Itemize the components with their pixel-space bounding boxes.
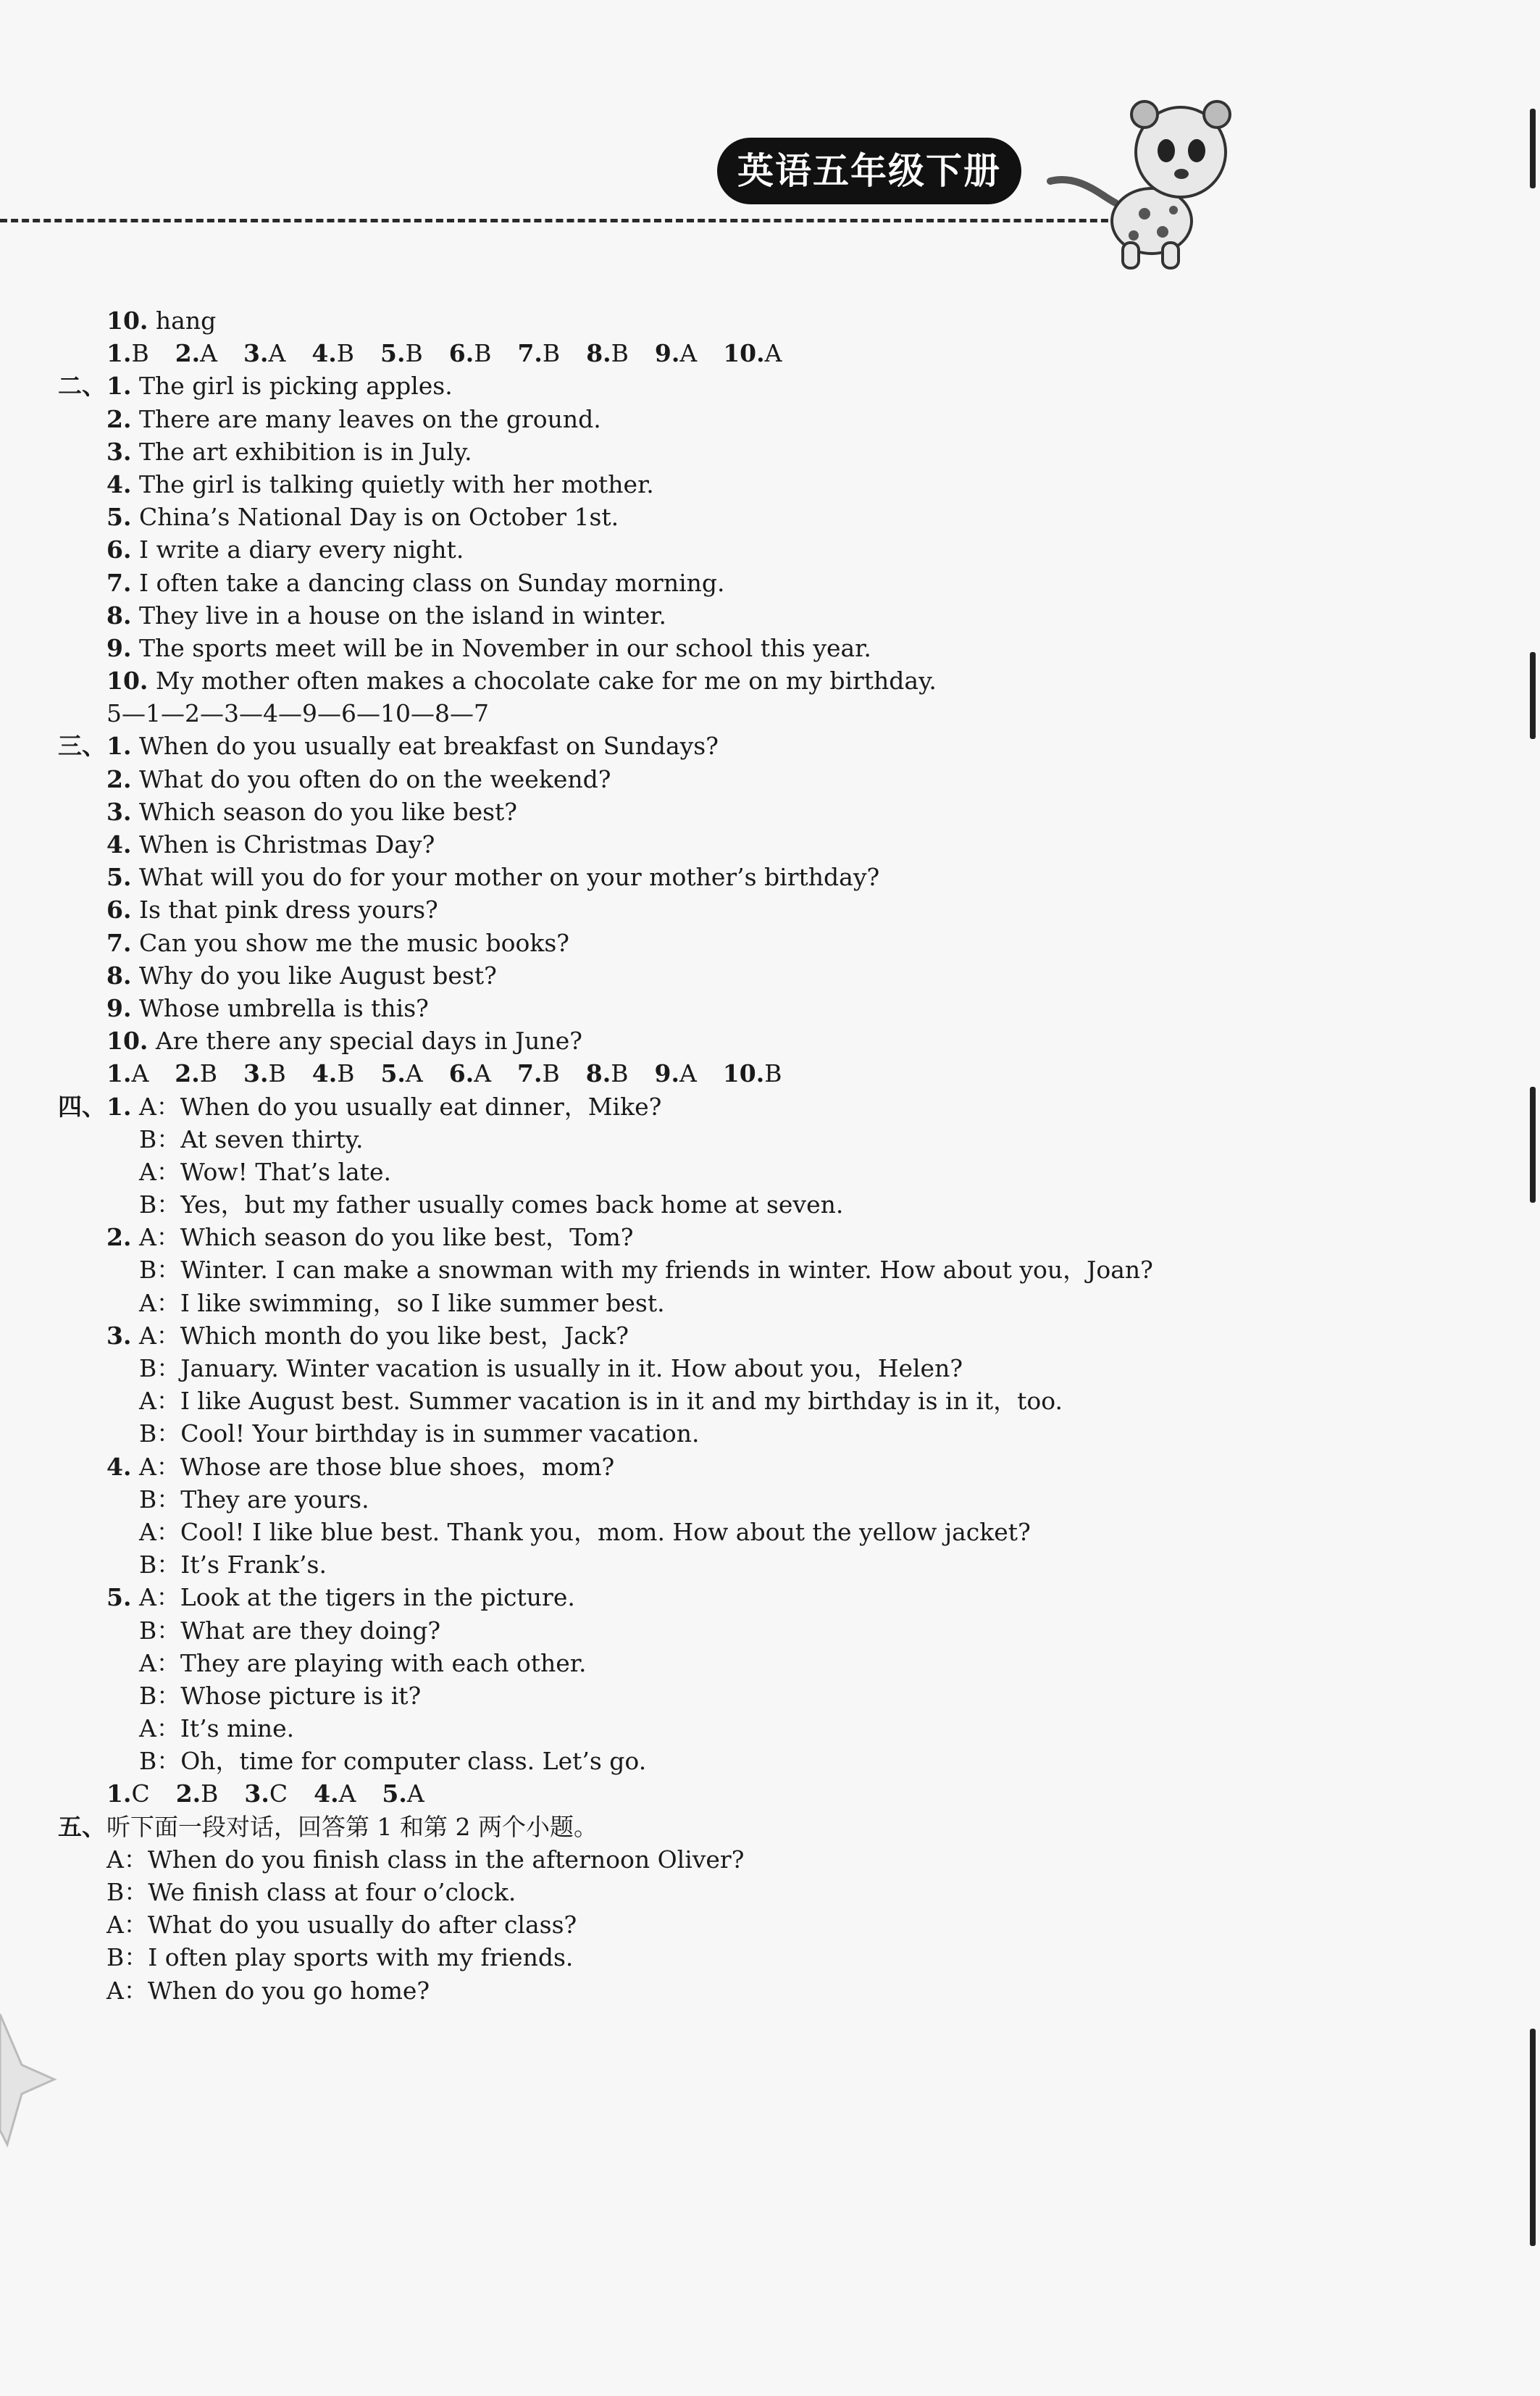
s3-item: 9. Whose umbrella is this?: [106, 993, 429, 1022]
s3-item: 10. Are there any special days in June?: [106, 1027, 582, 1056]
s3-item: 4. When is Christmas Day?: [106, 830, 435, 859]
s3-item: 三、1. When do you usually eat breakfast on Sundays?: [58, 732, 719, 761]
s2-order: 5—1—2—3—4—9—6—10—8—7: [106, 699, 489, 728]
s4-dialog-line: B：January. Winter vacation is usually in it. How about you，Helen?: [139, 1354, 963, 1382]
s1-answer-row: 1.B 2.A 3.A 4.B 5.B 6.B 7.B 8.B 9.A 10.A: [106, 339, 782, 368]
s4-dialog-line: B：What are they doing?: [139, 1616, 441, 1645]
scan-edge-mark: [1530, 652, 1536, 739]
s2-item: 10. My mother often makes a chocolate cake for me on my birthday.: [106, 667, 937, 696]
s1-item-10: 10. hang: [106, 306, 217, 335]
s2-item: 6. I write a diary every night.: [106, 535, 464, 564]
s4-dialog-line: B：They are yours.: [139, 1485, 369, 1514]
s4-dialog-line: 3. A：Which month do you like best，Jack?: [106, 1321, 629, 1350]
book-title-banner: 英语五年级下册: [717, 138, 1021, 204]
s2-item: 5. China’s National Day is on October 1st.: [106, 503, 619, 532]
s2-item: 9. The sports meet will be in November in our school this year.: [106, 633, 871, 662]
scan-edge-mark: [1530, 109, 1536, 188]
s2-item: 2. There are many leaves on the ground.: [106, 404, 601, 433]
s4-dialog-line: 2. A：Which season do you like best，Tom?: [106, 1223, 634, 1252]
star-decoration-icon: [0, 1985, 58, 2174]
s4-dialog-line: B：At seven thirty.: [139, 1124, 364, 1153]
s4-dialog-line: 5. A：Look at the tigers in the picture.: [106, 1583, 575, 1612]
s3-item: 2. What do you often do on the weekend?: [106, 764, 611, 793]
s4-dialog-line: B：Winter. I can make a snowman with my friends in winter. How about you，Joan?: [139, 1256, 1153, 1285]
s4-dialog-line: 4. A：Whose are those blue shoes，mom?: [106, 1452, 615, 1481]
s4-dialog-line: A：I like August best. Summer vacation is in it and my birthday is in it，too.: [139, 1387, 1063, 1416]
s4-dialog-line: B：Cool! Your birthday is in summer vacation.: [139, 1419, 700, 1448]
s4-answer-row: 1.C 2.B 3.C 4.A 5.A: [106, 1779, 424, 1808]
scan-edge-mark: [1530, 2029, 1536, 2246]
s4-dialog-line: B：Yes，but my father usually comes back home at seven.: [139, 1190, 844, 1219]
s3-item: 7. Can you show me the music books?: [106, 928, 570, 957]
s3-answer-row: 1.A 2.B 3.B 4.B 5.A 6.A 7.B 8.B 9.A 10.B: [106, 1059, 782, 1088]
s4-dialog-line: 四、1. A：When do you usually eat dinner，Mike?: [58, 1092, 662, 1121]
s2-item: 4. The girl is talking quietly with her mother.: [106, 469, 654, 498]
header-dashed-rule: [0, 219, 1130, 222]
s5-dialog-line: A：When do you go home?: [106, 1976, 430, 2005]
leopard-mascot-icon: [1036, 94, 1253, 275]
s4-dialog-line: A：It’s mine.: [139, 1714, 295, 1743]
s4-dialog-line: A：Wow! That’s late.: [139, 1157, 391, 1186]
answer-key-content: [58, 304, 1434, 2007]
scan-edge-mark: [1530, 1087, 1536, 1203]
s4-dialog-line: A：They are playing with each other.: [139, 1648, 587, 1677]
s2-item: 7. I often take a dancing class on Sunday morning.: [106, 568, 725, 597]
s3-item: 5. What will you do for your mother on your mother’s birthday?: [106, 863, 880, 892]
s4-dialog-line: B：It’s Frank’s.: [139, 1550, 327, 1579]
s4-dialog-line: A：I like swimming，so I like summer best.: [139, 1288, 665, 1317]
s3-item: 6. Is that pink dress yours?: [106, 896, 438, 924]
s5-dialog-line: B：I often play sports with my friends.: [106, 1943, 574, 1972]
s4-dialog-line: B：Whose picture is it?: [139, 1681, 422, 1710]
s3-item: 3. Which season do you like best?: [106, 797, 517, 826]
s5-dialog-line: B：We finish class at four o’clock.: [106, 1878, 516, 1906]
s4-dialog-line: A：Cool! I like blue best. Thank you，mom. How about the yellow jacket?: [139, 1517, 1031, 1546]
s5-dialog-line: A：What do you usually do after class?: [106, 1911, 577, 1940]
s2-item: 二、1. The girl is picking apples.: [58, 372, 453, 401]
s2-item: 3. The art exhibition is in July.: [106, 437, 472, 466]
s5-intro: 五、听下面一段对话，回答第 1 和第 2 两个小题。: [58, 1812, 598, 1841]
s2-item: 8. They live in a house on the island in winter.: [106, 601, 666, 630]
s3-item: 8. Why do you like August best?: [106, 961, 497, 990]
s4-dialog-line: B：Oh，time for computer class. Let’s go.: [139, 1747, 647, 1776]
s5-dialog-line: A：When do you finish class in the afternoon Oliver?: [106, 1845, 745, 1874]
